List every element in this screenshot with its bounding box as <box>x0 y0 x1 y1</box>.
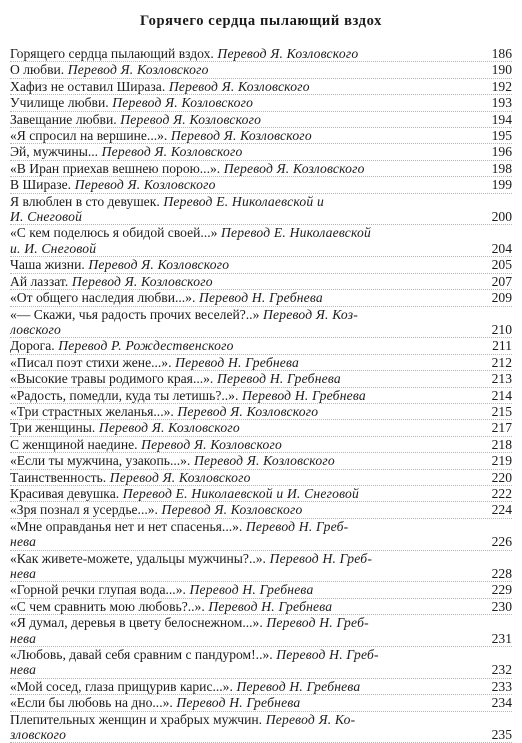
toc-entry-line <box>10 161 480 176</box>
toc-entry-line <box>10 582 480 597</box>
translator-credit: Перевод Н. Греб- <box>242 518 349 534</box>
toc-entry <box>10 404 512 420</box>
toc-entry-line <box>10 551 480 566</box>
toc-entry-line <box>10 519 480 534</box>
toc-entry <box>10 112 512 128</box>
toc-entry <box>10 470 512 486</box>
toc-entry <box>10 274 512 290</box>
poem-title: «Писал поэт стихи жене...». <box>10 354 172 370</box>
toc-entry-line <box>10 177 480 192</box>
page-number: 207 <box>491 273 512 289</box>
toc-entry <box>10 338 512 354</box>
page-number: 215 <box>491 403 512 419</box>
toc-entry-line <box>10 420 480 435</box>
poem-title: «От общего наследия любви...». <box>10 290 196 306</box>
page-number: 195 <box>491 128 512 144</box>
translator-credit: Перевод Я. Козловского <box>84 257 230 273</box>
toc-entry <box>10 307 512 339</box>
page-number: 204 <box>491 240 512 256</box>
page-number: 222 <box>491 485 512 501</box>
page-number: 205 <box>491 257 512 273</box>
translator-credit: Перевод Я. Козловского <box>98 144 243 160</box>
translator-credit: Перевод Н. Гребнева <box>238 387 366 403</box>
poem-title: О любви. <box>10 62 65 78</box>
page-number: 233 <box>491 678 512 694</box>
poem-title: Завещание любви. <box>10 111 117 127</box>
translator-credit: ловского <box>10 321 61 337</box>
toc-entry <box>10 695 512 711</box>
toc-entry <box>10 437 512 453</box>
translator-credit: Перевод Н. Гребнева <box>171 354 300 370</box>
toc-entry <box>10 551 512 583</box>
translator-credit: Перевод Я. Козловского <box>95 420 240 436</box>
toc-entry-line <box>10 453 480 468</box>
toc-entry-line <box>10 695 480 710</box>
toc-entry-line <box>10 712 480 727</box>
toc-entry-line <box>10 371 480 386</box>
toc-entry <box>10 128 512 144</box>
page-number: 212 <box>491 354 512 370</box>
toc-entry-line <box>10 727 480 742</box>
toc-entry-line <box>10 470 480 485</box>
poem-title: Ай лаззат. <box>10 273 69 289</box>
page-number: 210 <box>491 321 512 337</box>
toc-entry <box>10 355 512 371</box>
toc-entry <box>10 486 512 502</box>
poem-title: «Горной речки глупая вода...». <box>10 582 186 598</box>
page-number: 231 <box>491 630 512 646</box>
toc-entry <box>10 615 512 647</box>
toc-entry-line <box>10 404 480 419</box>
translator-credit: Перевод Н. Греб- <box>272 647 379 663</box>
translator-credit: Перевод Я. Козловского <box>116 111 262 127</box>
poem-title: В Ширазе. <box>10 177 72 193</box>
translator-credit: нева <box>10 534 37 550</box>
toc-entry-line <box>10 95 480 110</box>
translator-credit: Перевод Н. Греб- <box>265 550 373 566</box>
page-number: 194 <box>491 111 512 127</box>
page-number: 228 <box>491 566 512 581</box>
page-number: 209 <box>491 290 512 306</box>
poem-title: Красивая девушка. <box>10 485 120 501</box>
translator-credit: Перевод Е. Николаевской <box>217 225 372 241</box>
poem-title: Таинственность. <box>10 469 107 485</box>
page-number: 198 <box>491 160 512 176</box>
translator-credit: зловского <box>10 727 67 743</box>
toc-entry-line <box>10 679 480 694</box>
page-number: 200 <box>491 209 512 225</box>
toc-entry-line <box>10 566 480 581</box>
toc-entry <box>10 582 512 598</box>
poem-title: «С чем сравнить мою любовь?..». <box>10 598 205 614</box>
translator-credit: Перевод Я. Козловского <box>108 95 254 111</box>
translator-credit: Перевод Н. Гребнева <box>204 598 333 614</box>
toc-entry <box>10 161 512 177</box>
toc-entry <box>10 257 512 273</box>
toc-entry-line <box>10 631 480 646</box>
poem-title: «Мне оправданья нет и нет спасенья...». <box>10 518 243 534</box>
toc-entry-line <box>10 502 480 517</box>
poem-title: «— Скажи, чья радость прочих веселей?..» <box>10 306 260 322</box>
toc-entry-line <box>10 112 480 127</box>
translator-credit: Перевод Я. Козловского <box>68 273 213 289</box>
toc-entry <box>10 177 512 193</box>
page-number: 193 <box>491 95 512 111</box>
translator-credit: Перевод Я. Козловского <box>213 46 359 61</box>
translator-credit: Перевод Н. Гребнева <box>195 290 323 306</box>
translator-credit: Перевод Я. Коз- <box>259 306 358 322</box>
poem-title: Три женщины. <box>10 420 96 436</box>
toc-entry-line <box>10 257 480 272</box>
translator-credit: нева <box>10 566 37 581</box>
page-number: 218 <box>491 436 512 452</box>
page-number: 224 <box>491 502 512 518</box>
toc-entry-line <box>10 128 480 143</box>
toc-entry <box>10 79 512 95</box>
toc-entry <box>10 95 512 111</box>
poem-title: Плепительных женщин и храбрых мужчин. <box>10 711 263 727</box>
translator-credit: Перевод Е. Николаевской и <box>159 193 324 209</box>
translator-credit: Перевод Я. Козловского <box>157 502 303 518</box>
toc-entry <box>10 599 512 615</box>
toc-entry-line <box>10 307 480 322</box>
page-number: 186 <box>491 46 512 61</box>
translator-credit: Перевод Я. Козловского <box>220 160 365 176</box>
page-number: 196 <box>491 144 512 160</box>
poem-title: «С кем поделюсь я обидой своей...» <box>10 225 218 241</box>
toc-entry-line <box>10 486 480 501</box>
toc-entry <box>10 502 512 518</box>
page-number: 190 <box>491 62 512 78</box>
translator-credit: Перевод Я. Ко- <box>262 711 356 727</box>
table-of-contents <box>10 46 512 743</box>
translator-credit: нева <box>10 630 37 646</box>
translator-credit: Перевод Я. Козловского <box>165 78 310 94</box>
translator-credit: Перевод Я. Козловского <box>71 177 216 193</box>
poem-title: «Я думал, деревья в цвету белоснежном...». <box>10 615 263 631</box>
poem-title: «Как живете-можете, удальцы мужчины?..». <box>10 550 266 566</box>
toc-entry-line <box>10 209 480 224</box>
translator-credit: Перевод Я. Козловского <box>167 128 312 144</box>
poem-title: Хафиз не оставил Шираза. <box>10 78 166 94</box>
translator-credit: нева <box>10 662 37 678</box>
page-number: 219 <box>491 453 512 469</box>
page-number: 217 <box>491 420 512 436</box>
toc-entry-line <box>10 437 480 452</box>
poem-title: «Высокие травы родимого края...». <box>10 371 214 387</box>
page-number: 234 <box>491 695 512 711</box>
page-number: 220 <box>491 469 512 485</box>
toc-entry <box>10 388 512 404</box>
page-number: 235 <box>491 727 512 743</box>
toc-entry-line <box>10 338 480 353</box>
page-number: 192 <box>491 78 512 94</box>
toc-entry <box>10 420 512 436</box>
translator-credit: Перевод Н. Гребнева <box>172 695 301 711</box>
poem-title: Дорога. <box>10 338 55 354</box>
toc-entry-line <box>10 79 480 94</box>
poem-title: «Если бы любовь на дно...». <box>10 695 173 711</box>
toc-entry-line <box>10 241 480 256</box>
page-number: 229 <box>491 582 512 598</box>
poem-title: «Я спросил на вершине...». <box>10 128 168 144</box>
toc-entry <box>10 519 512 551</box>
toc-entry <box>10 194 512 226</box>
poem-title: Я влюблен в сто девушек. <box>10 193 160 209</box>
translator-credit: Перевод Я. Козловского <box>173 403 319 419</box>
poem-title: «Любовь, давай себя сравним с пандуром!..». <box>10 647 273 663</box>
poem-title: «Радость, помедли, куда ты летишь?..». <box>10 387 239 403</box>
poem-title: Горящего сердца пылающий вздох. <box>10 46 214 61</box>
toc-entry-line <box>10 144 480 159</box>
page-number: 232 <box>491 662 512 678</box>
poem-title: Чаша жизни. <box>10 257 85 273</box>
translator-credit: Перевод Я. Козловского <box>190 453 335 469</box>
page-number: 214 <box>491 387 512 403</box>
poem-title: Эй, мужчины... <box>10 144 99 160</box>
poem-title: «Три страстных желанья...». <box>10 403 174 419</box>
toc-entry <box>10 290 512 306</box>
translator-credit: Перевод Н. Гребнева <box>185 582 314 598</box>
poem-title: «В Иран приехав вешнею порою...». <box>10 160 221 176</box>
translator-credit: Перевод Н. Греб- <box>262 615 369 631</box>
toc-entry-line <box>10 322 480 337</box>
toc-entry <box>10 712 512 743</box>
poem-title: С женщиной наедине. <box>10 436 138 452</box>
translator-credit: Перевод Р. Рождественского <box>54 338 234 354</box>
toc-entry <box>10 647 512 679</box>
toc-entry-line <box>10 290 480 305</box>
translator-credit: и. И. Снеговой <box>10 240 97 256</box>
toc-entry-line <box>10 662 480 677</box>
toc-entry-line <box>10 388 480 403</box>
toc-entry-line <box>10 62 480 77</box>
toc-entry-line <box>10 615 480 630</box>
translator-credit: И. Снеговой <box>10 209 83 225</box>
toc-entry <box>10 225 512 257</box>
toc-entry-line <box>10 194 480 209</box>
poem-title: «Зря познал я усердье...». <box>10 502 158 518</box>
toc-entry-line <box>10 534 480 549</box>
poem-title: «Мой сосед, глаза прищурив карис...». <box>10 678 233 694</box>
toc-entry-line <box>10 225 480 240</box>
poem-title: «Если ты мужчина, узакопь...». <box>10 453 191 469</box>
toc-entry-line <box>10 599 480 614</box>
toc-entry-line <box>10 647 480 662</box>
toc-entry-line <box>10 274 480 289</box>
translator-credit: Перевод Я. Козловского <box>137 436 283 452</box>
translator-credit: Перевод Я. Козловского <box>64 62 209 78</box>
toc-entry <box>10 62 512 78</box>
translator-credit: Перевод Н. Гребнева <box>213 371 341 387</box>
translator-credit: Перевод Я. Козловского <box>106 469 251 485</box>
toc-entry-line <box>10 355 480 370</box>
toc-entry <box>10 144 512 160</box>
toc-entry <box>10 371 512 387</box>
page-number: 211 <box>492 338 512 354</box>
page-number: 213 <box>491 371 512 387</box>
section-heading: Горячего сердца пылающий вздох <box>140 13 382 29</box>
translator-credit: Перевод Е. Николаевской и И. Снеговой <box>119 485 360 501</box>
toc-entry <box>10 679 512 695</box>
toc-entry-line <box>10 46 480 61</box>
translator-credit: Перевод Н. Гребнева <box>232 678 361 694</box>
poem-title: Училище любви. <box>10 95 109 111</box>
page-number: 230 <box>491 598 512 614</box>
toc-entry <box>10 46 512 62</box>
page-number: 226 <box>491 534 512 550</box>
page-number: 199 <box>491 177 512 193</box>
toc-entry <box>10 453 512 469</box>
